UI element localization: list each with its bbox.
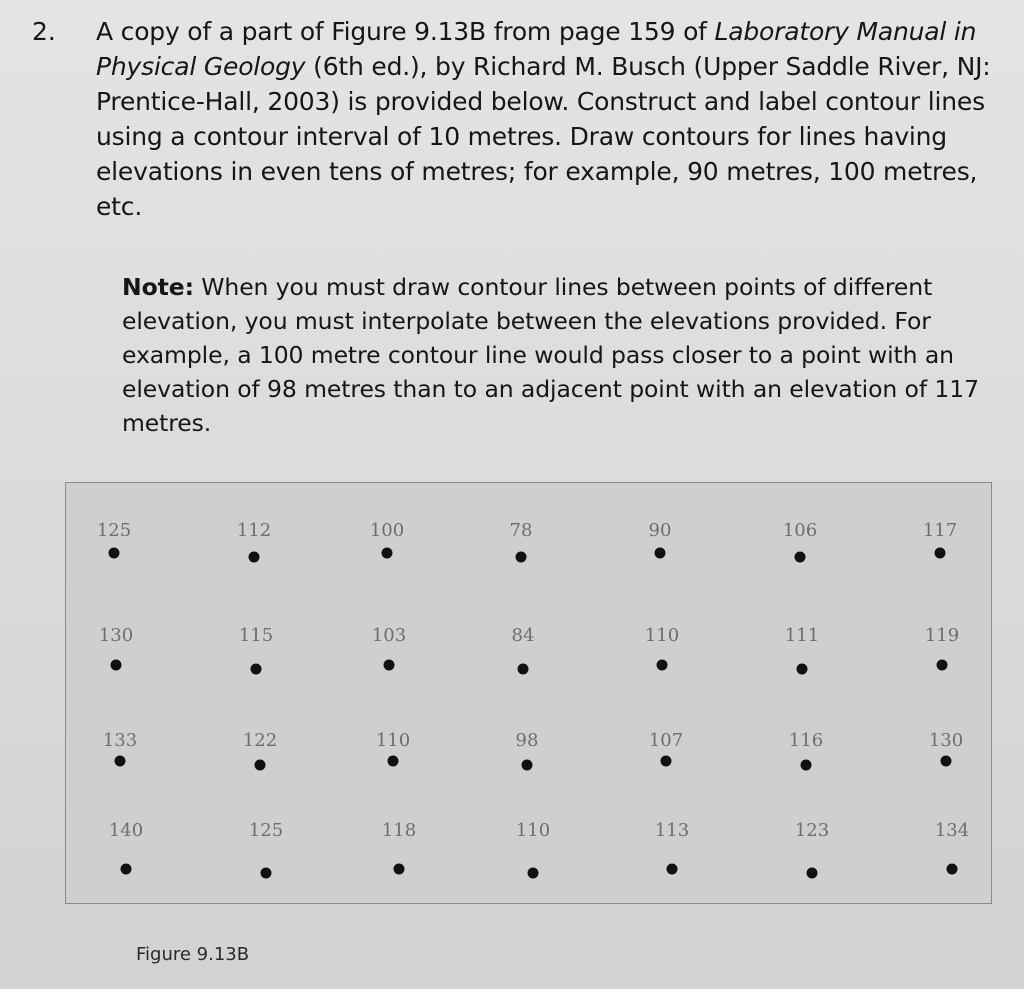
figure-caption: Figure 9.13B bbox=[136, 944, 250, 965]
elevation-label: 98 bbox=[515, 730, 539, 751]
elevation-label: 130 bbox=[928, 730, 964, 751]
elevation-label: 125 bbox=[96, 520, 132, 541]
question-number: 2. bbox=[32, 17, 56, 46]
elevation-point bbox=[518, 664, 529, 675]
book-title: Laboratory Manual in Physical Geology bbox=[96, 17, 977, 81]
elevation-label: 116 bbox=[788, 730, 824, 751]
elevation-label: 107 bbox=[648, 730, 684, 751]
elevation-point bbox=[667, 864, 678, 875]
question-text-part-2: (6th ed.), by Richard M. Busch (Upper Saddle River, NJ: Prentice-Hall, 2003) is provided below. Construct and label contour lines using a contour interval of 10 metres. Draw contours for lines having elevations in even tens of metres; for example, 90 metres, 100 metres, etc. bbox=[96, 52, 991, 221]
elevation-label: 110 bbox=[375, 730, 411, 751]
elevation-label: 78 bbox=[509, 520, 533, 541]
note-text: When you must draw contour lines between points of different elevation, you must interpolate between the elevations provided. For example, a 100 metre contour line would pass closer to a point with an elevation of 98 metres than to an adjacent point with an elevation of 117 metres. bbox=[122, 273, 979, 437]
elevation-label: 125 bbox=[248, 820, 284, 841]
elevation-label: 110 bbox=[644, 625, 680, 646]
elevation-label: 140 bbox=[108, 820, 144, 841]
elevation-label: 106 bbox=[782, 520, 818, 541]
elevation-point bbox=[111, 660, 122, 671]
elevation-point bbox=[516, 552, 527, 563]
elevation-point bbox=[249, 552, 260, 563]
elevation-point bbox=[941, 756, 952, 767]
elevation-point bbox=[115, 756, 126, 767]
elevation-point bbox=[797, 664, 808, 675]
elevation-point bbox=[388, 756, 399, 767]
elevation-label: 100 bbox=[369, 520, 405, 541]
elevation-point bbox=[394, 864, 405, 875]
elevation-point bbox=[655, 548, 666, 559]
elevation-point bbox=[801, 760, 812, 771]
note-label: Note: bbox=[122, 273, 194, 301]
elevation-point bbox=[382, 548, 393, 559]
elevation-point bbox=[661, 756, 672, 767]
elevation-label: 84 bbox=[511, 625, 535, 646]
elevation-label: 134 bbox=[934, 820, 970, 841]
elevation-point bbox=[807, 868, 818, 879]
elevation-label: 122 bbox=[242, 730, 278, 751]
elevation-point bbox=[109, 548, 120, 559]
elevation-label: 111 bbox=[784, 625, 820, 646]
elevation-point bbox=[795, 552, 806, 563]
elevation-point bbox=[251, 664, 262, 675]
elevation-point bbox=[528, 868, 539, 879]
elevation-label: 118 bbox=[381, 820, 417, 841]
elevation-label: 115 bbox=[238, 625, 274, 646]
elevation-label: 123 bbox=[794, 820, 830, 841]
elevation-point bbox=[937, 660, 948, 671]
elevation-label: 112 bbox=[236, 520, 272, 541]
elevation-point bbox=[121, 864, 132, 875]
elevation-label: 117 bbox=[922, 520, 958, 541]
question-text-part-1: A copy of a part of Figure 9.13B from page 159 of bbox=[96, 17, 715, 46]
elevation-point bbox=[947, 864, 958, 875]
elevation-label: 113 bbox=[654, 820, 690, 841]
elevation-point bbox=[935, 548, 946, 559]
elevation-point bbox=[384, 660, 395, 671]
elevation-label: 133 bbox=[102, 730, 138, 751]
elevation-point bbox=[657, 660, 668, 671]
elevation-label: 130 bbox=[98, 625, 134, 646]
elevation-label: 119 bbox=[924, 625, 960, 646]
elevation-point bbox=[522, 760, 533, 771]
elevation-label: 103 bbox=[371, 625, 407, 646]
elevation-label: 90 bbox=[648, 520, 672, 541]
elevation-label: 110 bbox=[515, 820, 551, 841]
elevation-point bbox=[255, 760, 266, 771]
elevation-point bbox=[261, 868, 272, 879]
